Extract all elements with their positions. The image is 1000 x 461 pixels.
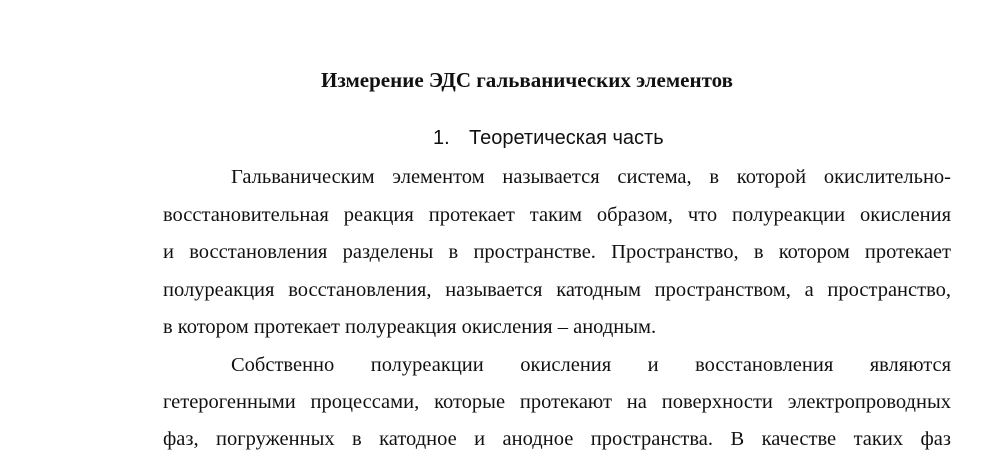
paragraph-line: в котором протекает полуреакция окисления – анодным. (163, 316, 657, 338)
paragraph-line: полуреакция восстановления, называется катодным пространством, а пространство, (163, 279, 951, 301)
paragraph-line: фаз, погруженных в катодное и анодное пространства. В качестве таких фаз (163, 428, 951, 450)
paragraph-line: гетерогенными процессами, которые протекают на поверхности электропроводных (163, 391, 951, 413)
section-number: 1. (433, 127, 450, 149)
paragraph-line: Собственно полуреакции окисления и восстановления являются (231, 354, 951, 376)
section-heading (433, 124, 664, 152)
document-title: Измерение ЭДС гальванических элементов (321, 68, 733, 92)
paragraph-line: и восстановления разделены в пространстве. Пространство, в котором протекает (163, 241, 951, 263)
paragraph-line: Гальваническим элементом называется система, в которой окислительно- (231, 166, 951, 188)
section-title: Теоретическая часть (469, 127, 664, 149)
paragraph-line: восстановительная реакция протекает таким образом, что полуреакции окисления (163, 204, 951, 226)
